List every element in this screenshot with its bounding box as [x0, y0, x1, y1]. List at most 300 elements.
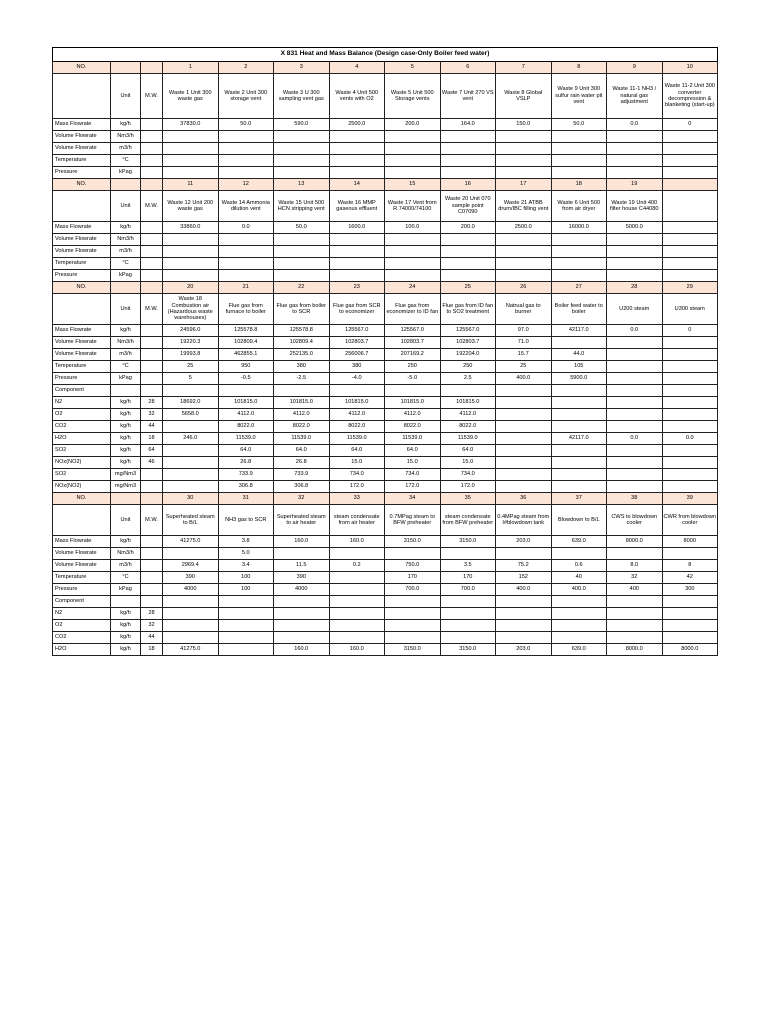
property-value [607, 337, 663, 349]
property-value [662, 632, 718, 644]
property-value [385, 632, 441, 644]
property-value: 4000 [274, 584, 330, 596]
property-value [662, 258, 718, 270]
property-value: -0.5 [218, 373, 274, 385]
stream-number: 27 [551, 282, 607, 294]
property-unit: Nm3/h [111, 131, 141, 143]
stream-description: U200 steam [607, 294, 663, 325]
property-value [607, 421, 663, 433]
property-value [163, 131, 219, 143]
property-value: 42117.0 [551, 433, 607, 445]
property-unit: kg/h [111, 632, 141, 644]
mw-header: M.W. [141, 74, 163, 119]
property-value [274, 258, 330, 270]
property-value: 0.6 [551, 560, 607, 572]
stream-number: 23 [329, 282, 385, 294]
property-value: 8000 [662, 536, 718, 548]
property-value: 172.0 [385, 481, 441, 493]
property-value: 0 [662, 325, 718, 337]
stream-number: 28 [607, 282, 663, 294]
property-value [496, 385, 552, 397]
stream-number: 16 [440, 179, 496, 191]
property-label: N2 [53, 397, 111, 409]
molecular-weight: 18 [141, 644, 163, 656]
property-unit: kPag [111, 270, 141, 282]
property-value [551, 131, 607, 143]
stream-number [662, 179, 718, 191]
property-row [53, 421, 718, 433]
property-value [440, 608, 496, 620]
property-unit: kg/h [111, 445, 141, 457]
property-value [274, 131, 330, 143]
property-value: 33860.0 [163, 222, 219, 234]
property-value [607, 457, 663, 469]
unit-header: Unit [111, 74, 141, 119]
property-value: 102803.7 [329, 337, 385, 349]
molecular-weight: 18 [141, 433, 163, 445]
property-value: 64.0 [274, 445, 330, 457]
stream-description: NH3 gas to SCR [218, 505, 274, 536]
desc-label-blank [53, 74, 111, 119]
property-value: 700.0 [440, 584, 496, 596]
property-value [385, 234, 441, 246]
stream-description-row [53, 294, 718, 325]
property-value: 3150.0 [385, 644, 441, 656]
property-value: 125578.8 [218, 325, 274, 337]
property-value: 37830.0 [163, 119, 219, 131]
property-value: 164.0 [440, 119, 496, 131]
stream-description: Superheated steam to air heater [274, 505, 330, 536]
property-value [274, 385, 330, 397]
property-value: 4112.0 [329, 409, 385, 421]
property-value: 102803.7 [440, 337, 496, 349]
no-unit-blank [111, 179, 141, 191]
stream-description: steam condensate from air heater [329, 505, 385, 536]
property-value: 71.0 [496, 337, 552, 349]
property-value [163, 167, 219, 179]
property-value: 4112.0 [440, 409, 496, 421]
stream-number: 21 [218, 282, 274, 294]
stream-number-row [53, 62, 718, 74]
property-row [53, 481, 718, 493]
property-value: 3.5 [440, 560, 496, 572]
property-value [329, 234, 385, 246]
property-value: 8022.0 [385, 421, 441, 433]
property-value: 3150.0 [440, 536, 496, 548]
molecular-weight [141, 584, 163, 596]
property-value [607, 167, 663, 179]
stream-description: Waste 6 Unit 500 from air dryer [551, 191, 607, 222]
property-value [607, 155, 663, 167]
stream-number: 9 [607, 62, 663, 74]
property-value [496, 433, 552, 445]
property-value [163, 258, 219, 270]
desc-label-blank [53, 505, 111, 536]
stream-description: Flue gas from SCR to economizer [329, 294, 385, 325]
property-value: 8 [662, 560, 718, 572]
property-value: 462855.1 [218, 349, 274, 361]
mw-header: M.W. [141, 294, 163, 325]
stream-description: Waste 15 Unit 500 HCN stripping vent [274, 191, 330, 222]
stream-number: 15 [385, 179, 441, 191]
property-value [496, 143, 552, 155]
molecular-weight [141, 270, 163, 282]
property-row [53, 119, 718, 131]
property-value: 4112.0 [274, 409, 330, 421]
property-value: 97.0 [496, 325, 552, 337]
molecular-weight: 32 [141, 620, 163, 632]
property-value [385, 385, 441, 397]
molecular-weight: 64 [141, 445, 163, 457]
property-value [551, 596, 607, 608]
stream-description: Flue gas from boiler to SCR [274, 294, 330, 325]
property-value [329, 131, 385, 143]
stream-description-row [53, 505, 718, 536]
property-value: 152 [496, 572, 552, 584]
property-value [496, 270, 552, 282]
property-value [218, 234, 274, 246]
property-value [329, 258, 385, 270]
property-value [329, 584, 385, 596]
property-value: 19220.3 [163, 337, 219, 349]
property-row [53, 167, 718, 179]
property-value [662, 421, 718, 433]
molecular-weight [141, 337, 163, 349]
stream-number: 8 [551, 62, 607, 74]
stream-description: CWR from blowdown cooler [662, 505, 718, 536]
property-unit: °C [111, 572, 141, 584]
property-row [53, 143, 718, 155]
molecular-weight [141, 222, 163, 234]
property-value [218, 385, 274, 397]
property-value: 102809.4 [218, 337, 274, 349]
property-value [274, 608, 330, 620]
property-label: Volume Flowrate [53, 349, 111, 361]
property-value [662, 349, 718, 361]
molecular-weight [141, 246, 163, 258]
property-value: 8000.0 [607, 536, 663, 548]
property-row [53, 155, 718, 167]
property-value [274, 143, 330, 155]
property-value: 203.0 [496, 536, 552, 548]
property-label: Volume Flowrate [53, 246, 111, 258]
property-value [440, 167, 496, 179]
molecular-weight [141, 548, 163, 560]
property-value: 2969.4 [163, 560, 219, 572]
property-value: 3150.0 [440, 644, 496, 656]
property-value [551, 246, 607, 258]
property-value: 733.9 [274, 469, 330, 481]
stream-description: Waste 19 Unit 400 filter house C44080 [607, 191, 663, 222]
molecular-weight [141, 481, 163, 493]
property-row [53, 445, 718, 457]
property-value [662, 246, 718, 258]
property-value: 380 [274, 361, 330, 373]
property-value [440, 632, 496, 644]
property-value: 0.0 [607, 325, 663, 337]
molecular-weight: 28 [141, 397, 163, 409]
property-unit [111, 596, 141, 608]
property-row [53, 325, 718, 337]
property-value [440, 131, 496, 143]
property-value: 11539.0 [274, 433, 330, 445]
stream-number: 6 [440, 62, 496, 74]
property-value: 256006.7 [329, 349, 385, 361]
property-value [440, 270, 496, 282]
property-label: O2 [53, 409, 111, 421]
no-unit-blank [111, 282, 141, 294]
sheet-title: X 831 Heat and Mass Balance (Design case-Only Boiler feed water) [53, 48, 718, 62]
property-value [329, 155, 385, 167]
property-value: 105 [551, 361, 607, 373]
property-row [53, 560, 718, 572]
property-row [53, 457, 718, 469]
property-row [53, 572, 718, 584]
property-value: 200.0 [385, 119, 441, 131]
property-value: 41275.0 [163, 536, 219, 548]
stream-number-row [53, 493, 718, 505]
no-mw-blank [141, 282, 163, 294]
property-value [607, 548, 663, 560]
property-row [53, 536, 718, 548]
mw-header: M.W. [141, 191, 163, 222]
property-value: 32 [607, 572, 663, 584]
property-value [329, 167, 385, 179]
property-value [163, 143, 219, 155]
molecular-weight [141, 258, 163, 270]
property-value [496, 421, 552, 433]
property-value: 734.0 [440, 469, 496, 481]
property-value: 0.2 [329, 560, 385, 572]
molecular-weight [141, 596, 163, 608]
property-value: 40 [551, 572, 607, 584]
property-value: 15.0 [385, 457, 441, 469]
property-value: -5.0 [385, 373, 441, 385]
property-row [53, 131, 718, 143]
property-value [163, 469, 219, 481]
property-value: 0.0 [607, 433, 663, 445]
property-label: NOx(NO2) [53, 481, 111, 493]
property-value [274, 620, 330, 632]
stream-description: Waste 21 ATBB drum/IBC filling vent [496, 191, 552, 222]
stream-number: 24 [385, 282, 441, 294]
property-value [329, 596, 385, 608]
stream-number: 11 [163, 179, 219, 191]
property-row [53, 584, 718, 596]
property-value: -2.5 [274, 373, 330, 385]
property-value [551, 234, 607, 246]
property-label: CO2 [53, 421, 111, 433]
property-value: 26.8 [274, 457, 330, 469]
stream-description: Waste 4 Unit 500 vents with O2 [329, 74, 385, 119]
property-value [607, 445, 663, 457]
property-value [496, 620, 552, 632]
property-value: 50.0 [218, 119, 274, 131]
property-label: Temperature [53, 258, 111, 270]
stream-number: 26 [496, 282, 552, 294]
property-value [274, 596, 330, 608]
property-value [218, 632, 274, 644]
stream-number: 20 [163, 282, 219, 294]
property-value [662, 457, 718, 469]
property-value: 125567.0 [440, 325, 496, 337]
property-value: 100 [218, 584, 274, 596]
property-value [607, 620, 663, 632]
property-value [440, 155, 496, 167]
stream-number: 10 [662, 62, 718, 74]
property-value [607, 469, 663, 481]
property-value [385, 270, 441, 282]
property-value [385, 143, 441, 155]
property-value [551, 469, 607, 481]
property-value [496, 258, 552, 270]
property-value [163, 620, 219, 632]
no-unit-blank [111, 62, 141, 74]
desc-label-blank [53, 294, 111, 325]
property-row [53, 258, 718, 270]
property-unit: kg/h [111, 620, 141, 632]
property-value: 18692.0 [163, 397, 219, 409]
property-value [163, 481, 219, 493]
stream-number: 3 [274, 62, 330, 74]
property-value [385, 608, 441, 620]
property-value [163, 234, 219, 246]
property-value [218, 143, 274, 155]
property-value [662, 143, 718, 155]
property-value [662, 234, 718, 246]
property-value [218, 608, 274, 620]
property-value [329, 608, 385, 620]
property-value [329, 270, 385, 282]
property-value [385, 548, 441, 560]
property-value: 380 [329, 361, 385, 373]
property-value: 700.0 [385, 584, 441, 596]
property-value [440, 385, 496, 397]
stream-description: Waste 7 Unit 270 VS vent [440, 74, 496, 119]
property-value [607, 608, 663, 620]
property-value: 750.0 [385, 560, 441, 572]
property-value [662, 167, 718, 179]
property-value [662, 155, 718, 167]
property-value: 50.0 [274, 222, 330, 234]
property-row [53, 222, 718, 234]
property-value [218, 258, 274, 270]
stream-number-row [53, 179, 718, 191]
property-value: 125567.0 [329, 325, 385, 337]
property-value: 400.0 [551, 584, 607, 596]
property-value [607, 596, 663, 608]
unit-header: Unit [111, 191, 141, 222]
property-value: 75.2 [496, 560, 552, 572]
property-value [551, 445, 607, 457]
property-unit: °C [111, 361, 141, 373]
property-value: 400.0 [496, 584, 552, 596]
property-value: 64.0 [440, 445, 496, 457]
property-unit: kg/h [111, 457, 141, 469]
stream-number: 12 [218, 179, 274, 191]
property-label: Mass Flowrate [53, 536, 111, 548]
property-value: 101815.0 [274, 397, 330, 409]
property-value [496, 445, 552, 457]
property-row [53, 644, 718, 656]
property-unit: Nm3/h [111, 548, 141, 560]
molecular-weight [141, 119, 163, 131]
property-value: 24596.0 [163, 325, 219, 337]
stream-description: CWS to blowdown cooler [607, 505, 663, 536]
property-value [607, 143, 663, 155]
property-label: Pressure [53, 270, 111, 282]
property-value: 101815.0 [440, 397, 496, 409]
stream-number: 1 [163, 62, 219, 74]
property-value [551, 457, 607, 469]
property-value: 11539.0 [218, 433, 274, 445]
property-value [496, 234, 552, 246]
property-value [496, 608, 552, 620]
stream-number-row [53, 282, 718, 294]
molecular-weight [141, 361, 163, 373]
property-value [440, 246, 496, 258]
property-row [53, 409, 718, 421]
property-value [607, 258, 663, 270]
property-value [607, 349, 663, 361]
stream-description: Waste 9 Unit 300 sulfur rain water pit vent [551, 74, 607, 119]
property-value: 8000.0 [662, 644, 718, 656]
stream-description: Waste 14 Ammonia dilution vent [218, 191, 274, 222]
molecular-weight: 46 [141, 457, 163, 469]
molecular-weight: 44 [141, 632, 163, 644]
stream-description: 0.7MPag steam to BFW preheater [385, 505, 441, 536]
property-unit: kg/h [111, 119, 141, 131]
molecular-weight [141, 131, 163, 143]
property-value: 950 [218, 361, 274, 373]
property-row [53, 632, 718, 644]
property-value [496, 246, 552, 258]
property-value [662, 222, 718, 234]
property-value: 639.0 [551, 644, 607, 656]
property-unit: m3/h [111, 143, 141, 155]
stream-description: Waste 17 Vent from R 74000/74100 [385, 191, 441, 222]
property-value: 0.0 [607, 119, 663, 131]
property-value [607, 397, 663, 409]
property-value: 100 [218, 572, 274, 584]
property-unit: kg/h [111, 608, 141, 620]
property-row [53, 620, 718, 632]
no-label: NO. [53, 62, 111, 74]
property-value [329, 548, 385, 560]
property-value [274, 234, 330, 246]
property-value [551, 143, 607, 155]
molecular-weight [141, 349, 163, 361]
property-value [274, 632, 330, 644]
property-value: 0.0 [662, 433, 718, 445]
property-label: Pressure [53, 373, 111, 385]
property-value [551, 548, 607, 560]
property-value [329, 385, 385, 397]
property-row [53, 246, 718, 258]
title-row [53, 48, 718, 62]
property-value: 1600.0 [329, 222, 385, 234]
property-value [496, 131, 552, 143]
property-value: 41275.0 [163, 644, 219, 656]
property-value [218, 131, 274, 143]
property-value: 8022.0 [329, 421, 385, 433]
property-label: SO2 [53, 469, 111, 481]
property-value: 8022.0 [274, 421, 330, 433]
property-value: 170 [440, 572, 496, 584]
property-row [53, 234, 718, 246]
stream-number: 31 [218, 493, 274, 505]
property-value [551, 632, 607, 644]
